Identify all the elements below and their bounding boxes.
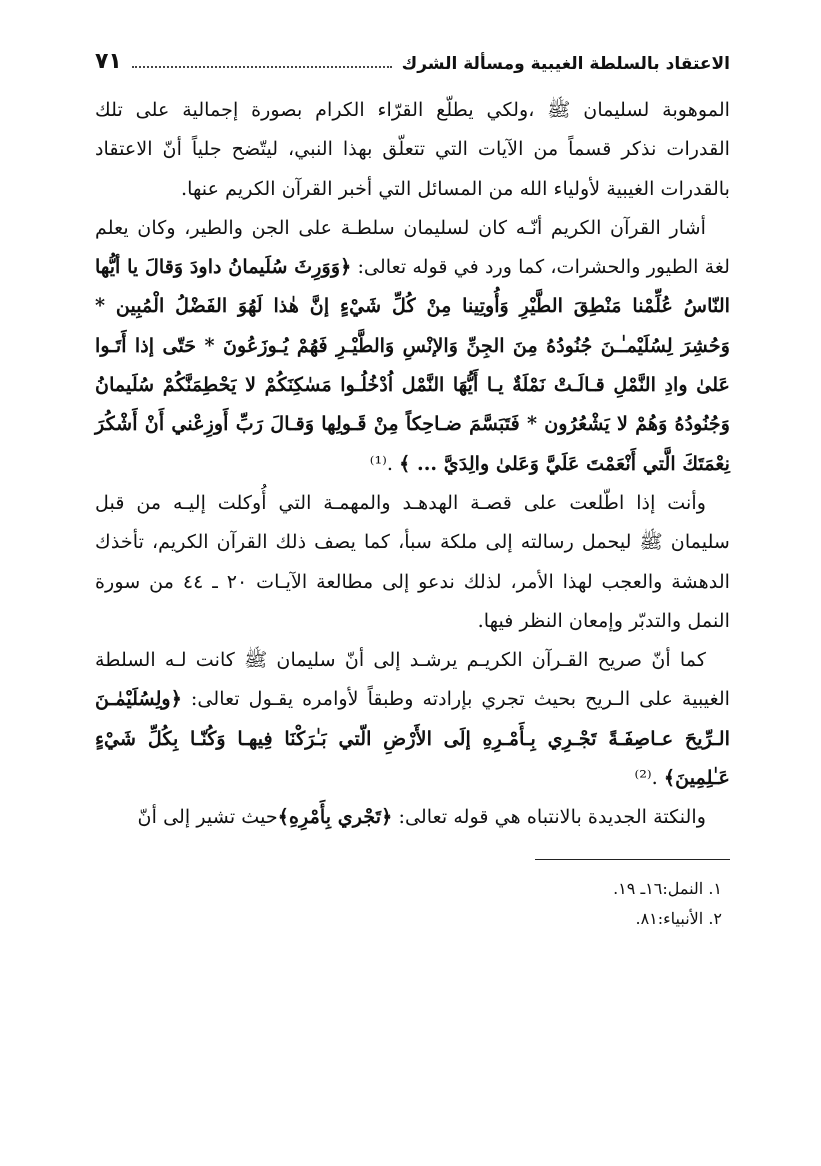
paragraph-text: كما أنّ صريح القـرآن الكريـم يرشـد إلى أنّ سليمان ﷺ كانت لـه السلطة الغيبية على الـريح بحيث تجري بإرادته وطبقاً لأوامره يقـول تعالى:	[95, 648, 730, 711]
running-header	[95, 40, 730, 74]
header-dotted-leader	[132, 66, 392, 68]
paragraph-text: وأنت إذا اطّلعت على قصـة الهدهـد والمهمـة التي أُوكلت إليـه من قبل سليمان ﷺ ليحمل رسالته إلى ملكة سبأ، كما يصف ذلك القرآن الكريم، تأخذك الدهشة والعجب لهذا الأمر، لذلك ندعو إلى مطالعة الآيـات ٢٠ ـ ٤٤ من سورة النمل والتدبّر وإمعان النظر فيها.	[95, 490, 730, 632]
paragraph	[95, 90, 730, 208]
paragraph	[95, 640, 730, 797]
quran-verse: ﴿ولِسُلَيْمٰـنَ الـرِّيحَ عـاصِفَـةً تَجْـرِي بِـأَمْـرِهِ إلَى الأَرْضِ الّتي بَـٰرَكْنَا فِيهـا وَكُنّـا بِكُلِّ شَيْءٍ عَـٰلِمِينَ﴾	[95, 687, 730, 790]
footnote-divider	[535, 859, 730, 860]
document-page	[95, 40, 730, 1140]
quran-verse: ﴿وَوَرِثَ سُلَيمانُ داودَ وَقالَ يا أيُّها النّاسُ عُلِّمْنا مَنْطِقَ الطَّيْرِ وَأُوتِينا مِنْ كُلِّ شَيْءٍ إنَّ هٰذا لَهُوَ الفَضْلُ الْمُبِين * وَحُشِرَ لِسُلَيْمـٰـنَ جُنُودُهُ مِنَ الجِنِّ وَالإنْسِ وَالطَّيْـرِ فَهُمْ يُـوزَعُونَ * حَتّى إذا أَتَـوا عَلىٰ وادِ النَّمْلِ قـالَـتْ نَمْلَةٌ يـا أَيُّهَا النَّمْل اُدْخُلُـوا مَسٰكِنَكُمْ لا يَحْطِمَنَّكُمْ سُلَيمانُ وَجُنُودُهُ وَهُمْ لا يَشْعُرُون * فَتَبَسَّمَ ضـاحِكاً مِنْ قَـولِها وَقـالَ رَبِّ أَوزِعْني أَنْ أَشْكُرَ نِعْمَتَكَ الَّتي أَنْعَمْتَ عَلَيَّ وَعَلىٰ والِدَيَّ ... ﴾	[95, 255, 730, 475]
footnote: ٢. الأنبياء:٨١.	[635, 908, 722, 928]
paragraph	[95, 797, 730, 836]
paragraph-text: .⁽¹⁾	[369, 451, 400, 475]
paragraph	[95, 483, 730, 640]
paragraph-text: والنكتة الجديدة بالانتباه هي قوله تعالى:	[392, 805, 706, 829]
paragraph-text: .⁽²⁾	[634, 766, 664, 790]
paragraph-text: الموهوبة لسليمان ﷺ ،ولكي يطلّع القرّاء الكرام بصورة إجمالية على تلك القدرات نذكر قسماً من الآيات التي تتعلّق بهذا النبي، ليتّضح جلياً أنّ الاعتقاد بالقدرات الغيبية لأولياء الله من المسائل التي أخبر القرآن الكريم عنها.	[95, 98, 730, 200]
paragraph	[95, 208, 730, 483]
quran-verse: ﴿تَجْري بِأَمْرِهِ﴾	[277, 805, 393, 829]
footnotes	[95, 874, 730, 934]
header-title: الاعتقاد بالسلطة الغيبية ومسألة الشرك	[401, 54, 730, 74]
paragraph-text: أشار القرآن الكريم أنّـه كان لسليمان سلطـة على الجن والطير، وكان يعلم لغة الطيور والحشرات، كما ورد في قوله تعالى:	[95, 215, 731, 279]
body-text	[95, 90, 730, 837]
page-number: ٧١	[95, 49, 122, 74]
footnote: ١. النمل:١٦ـ ١٩.	[613, 878, 722, 898]
paragraph-text: حيث تشير إلى أنّ	[137, 805, 278, 829]
